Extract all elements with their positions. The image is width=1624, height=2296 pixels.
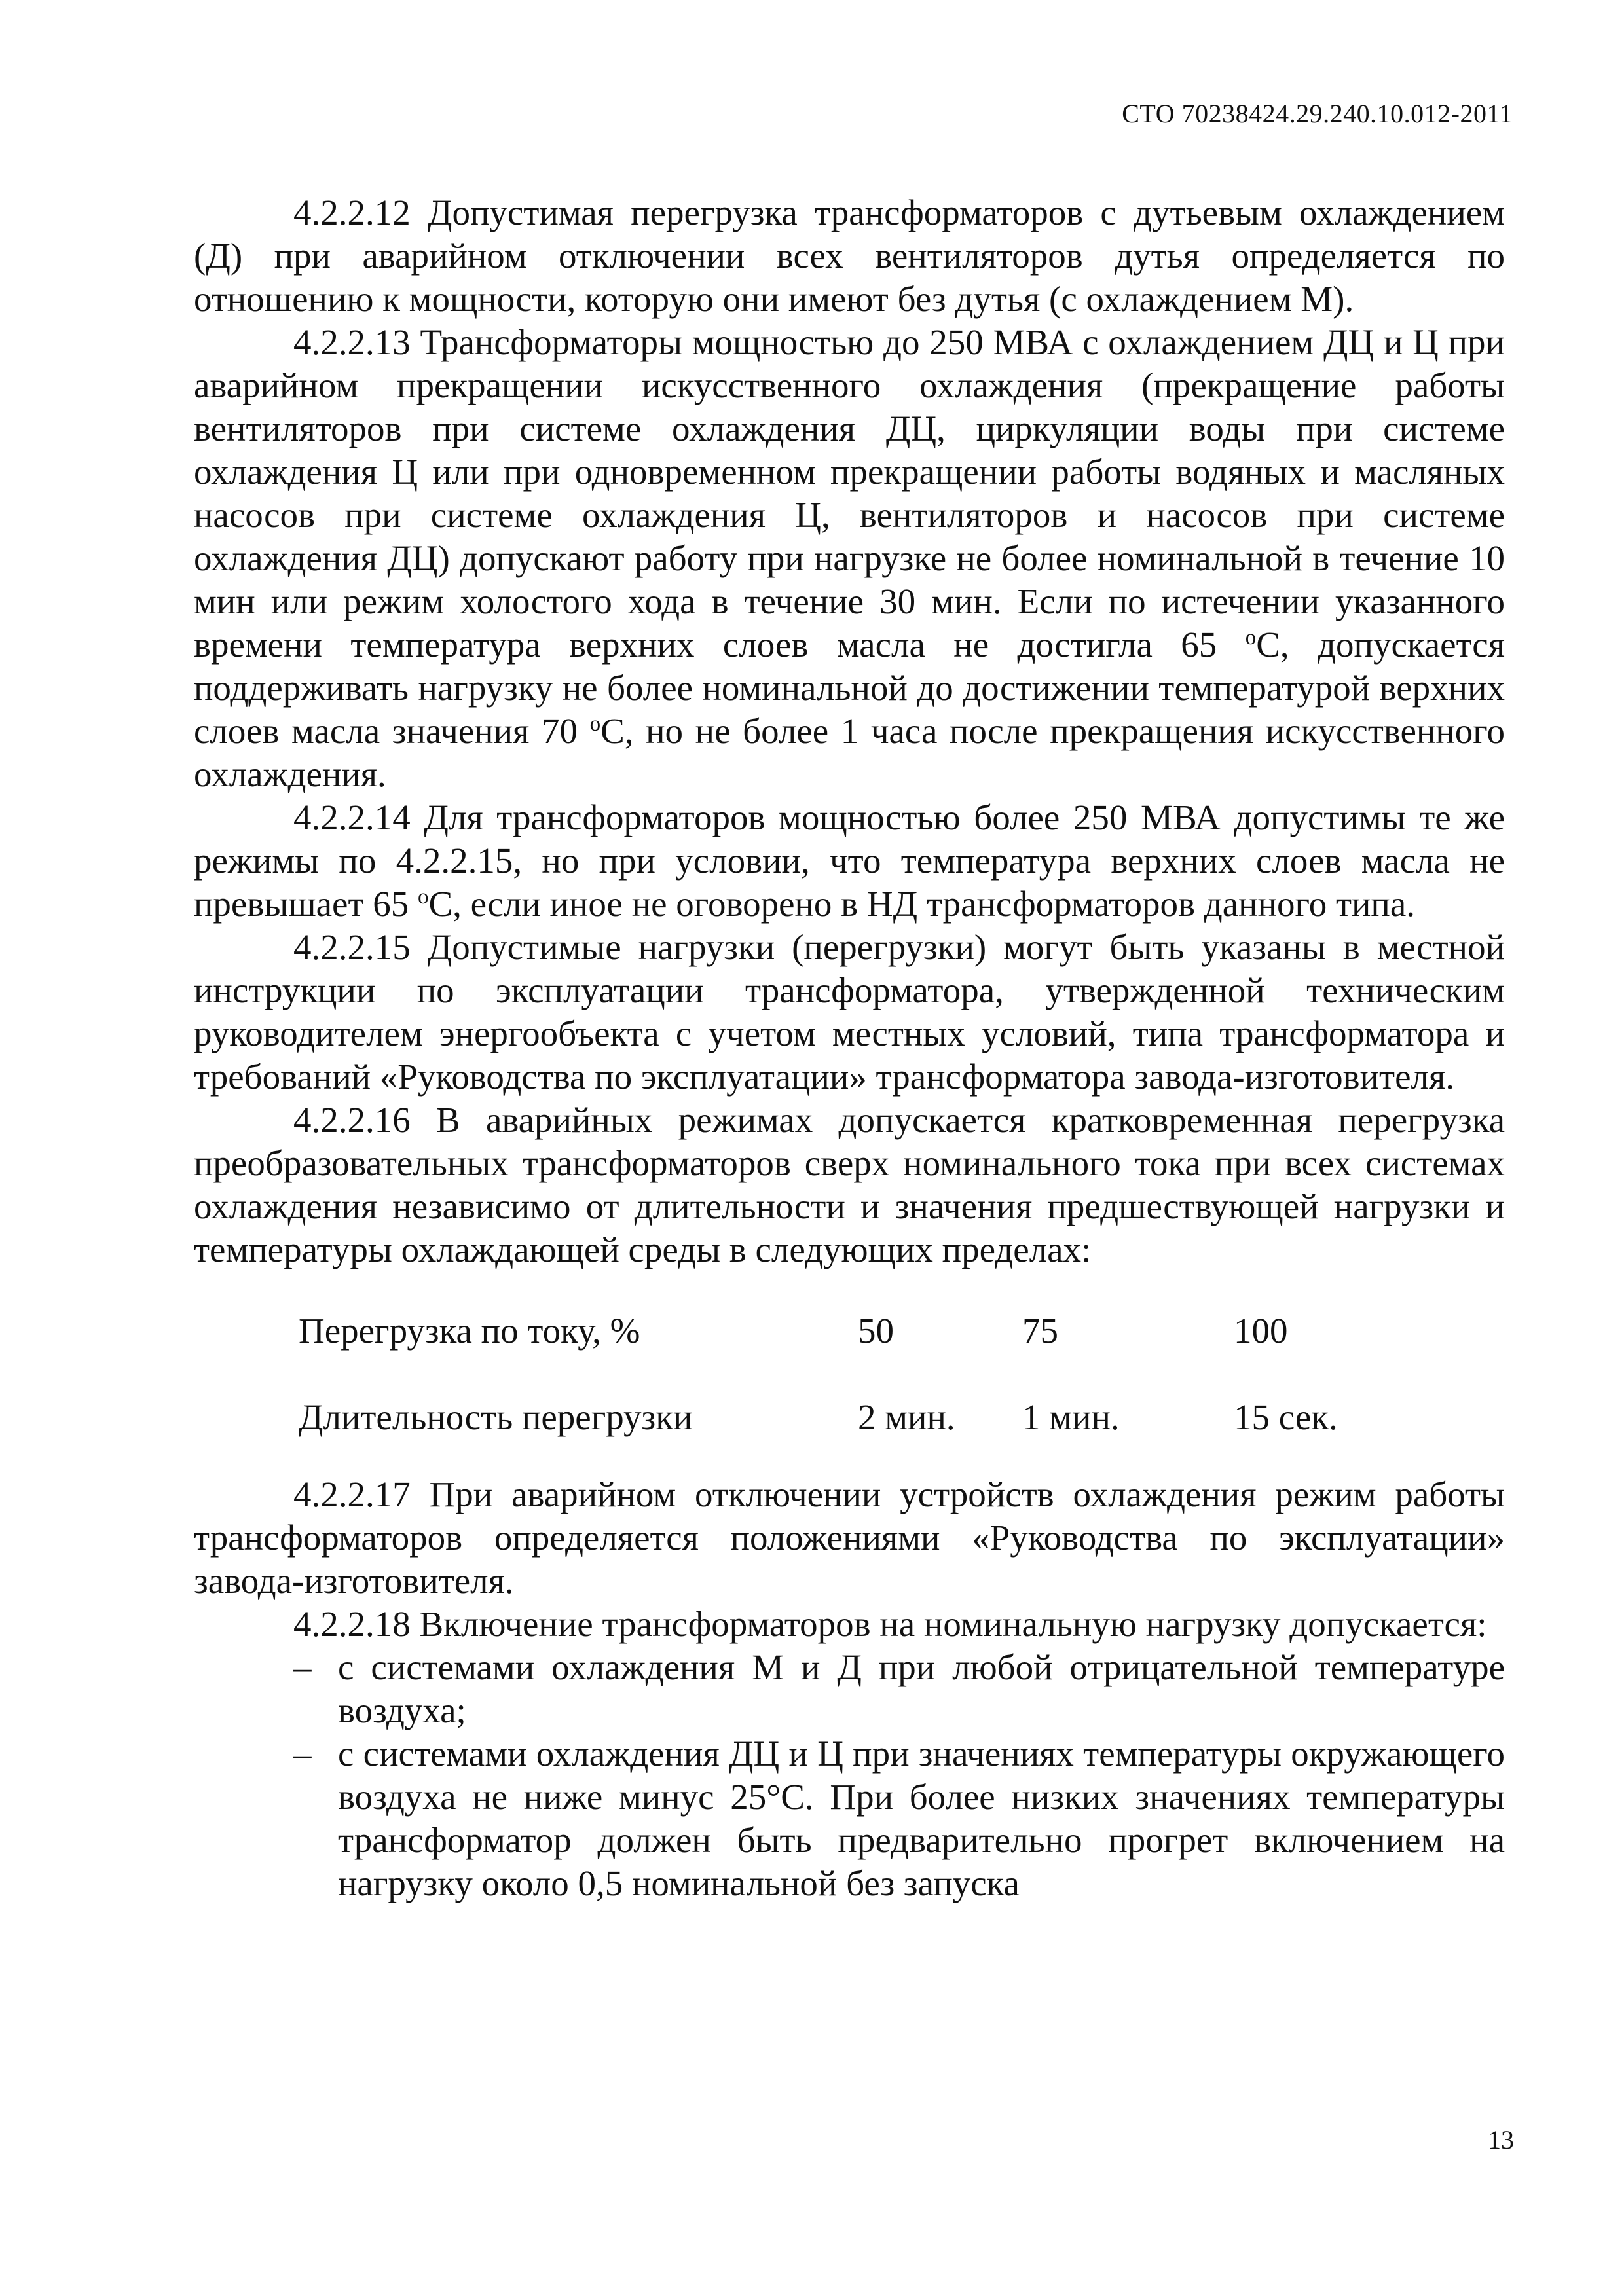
page-number: 13 <box>1488 2125 1514 2155</box>
paragraph-4-2-2-17: 4.2.2.17 При аварийном отключении устройств охлаждения режим работы трансформаторов определяется положениями «Руководства по эксплуатации» завода-изготовителя. <box>194 1474 1505 1601</box>
table-cell: 100 <box>1234 1311 1288 1351</box>
table-cell: 2 мин. <box>858 1397 955 1437</box>
paragraph-text: 4.2.2.14 Для трансформаторов мощностью более 250 МВА допустимы те же режимы по 4.2.2.15, но при условии, что температура верхних слоев масла не превышает 65 <box>194 797 1505 924</box>
degree-superscript: о <box>1245 625 1257 649</box>
document-code-header: СТО 70238424.29.240.10.012-2011 <box>1122 99 1513 128</box>
table-cell: 1 мин. <box>1022 1397 1120 1437</box>
document-body <box>194 191 1505 1905</box>
table-cell: 50 <box>858 1311 894 1351</box>
list-item-text: с системами охлаждения М и Д при любой отрицательной температуре воздуха; <box>338 1647 1505 1730</box>
dash-bullet: – <box>293 1734 312 1774</box>
row-label: Длительность перегрузки <box>299 1397 693 1437</box>
table-row <box>194 1309 1505 1353</box>
paragraph-text: С, но не более 1 часа после прекращения искусственного охлаждения. <box>194 711 1505 794</box>
degree-superscript: о <box>417 884 429 909</box>
list-item-text: с системами охлаждения ДЦ и Ц при значениях температуры окружающего воздуха не ниже минус 25°С. При более низких значениях температуры трансформатор должен быть предварительно прогрет включением на нагрузку около 0,5 номинальной без запуска <box>338 1734 1505 1903</box>
dash-bullet: – <box>293 1647 312 1687</box>
conditions-list <box>194 1646 1505 1905</box>
paragraph-4-2-2-18: 4.2.2.18 Включение трансформаторов на номинальную нагрузку допускается: <box>293 1604 1487 1644</box>
overload-table <box>194 1309 1505 1439</box>
paragraph-4-2-2-15: 4.2.2.15 Допустимые нагрузки (перегрузки) могут быть указаны в местной инструкции по эксплуатации трансформатора, утвержденной техническим руководителем энергообъекта с учетом местных условий, типа трансформатора и требований «Руководства по эксплуатации» трансформатора завода-изготовителя. <box>194 927 1505 1097</box>
row-label: Перегрузка по току, % <box>299 1311 640 1351</box>
table-cell: 75 <box>1022 1311 1058 1351</box>
paragraph-text: 4.2.2.13 Трансформаторы мощностью до 250 МВА с охлаждением ДЦ и Ц при аварийном прекращении искусственного охлаждения (прекращение работы вентиляторов при системе охлаждения ДЦ, циркуляции воды при системе охлаждения Ц или при одновременном прекращении работы водяных и масляных насосов при системе охлаждения Ц, вентиляторов и насосов при системе охлаждения ДЦ) допускают работу при нагрузке не более номинальной в течение 10 мин или режим холостого хода в течение 30 мин. Если по истечении указанного времени температура верхних слоев масла не достигла 65 <box>194 322 1505 665</box>
paragraph-4-2-2-13 <box>194 321 1505 796</box>
table-cell: 15 сек. <box>1234 1397 1338 1437</box>
degree-superscript: о <box>589 712 601 736</box>
list-item <box>194 1646 1505 1732</box>
paragraph-text: С, допускается поддерживать нагрузку не более номинальной до достижении температурой верхних слоев масла значения 70 <box>194 625 1505 751</box>
paragraph-4-2-2-12: 4.2.2.12 Допустимая перегрузка трансформаторов с дутьевым охлаждением (Д) при аварийном отключении всех вентиляторов дутья определяется по отношению к мощности, которую они имеют без дутья (с охлаждением М). <box>194 192 1505 319</box>
table-row <box>194 1396 1505 1439</box>
paragraph-text: С, если иное не оговорено в НД трансформаторов данного типа. <box>428 884 1416 924</box>
paragraph-4-2-2-16: 4.2.2.16 В аварийных режимах допускается кратковременная перегрузка преобразовательных трансформаторов сверх номинального тока при всех системах охлаждения независимо от длительности и значения предшествующей нагрузки и температуры охлаждающей среды в следующих пределах: <box>194 1100 1505 1269</box>
paragraph-4-2-2-14 <box>194 796 1505 926</box>
list-item <box>194 1732 1505 1905</box>
